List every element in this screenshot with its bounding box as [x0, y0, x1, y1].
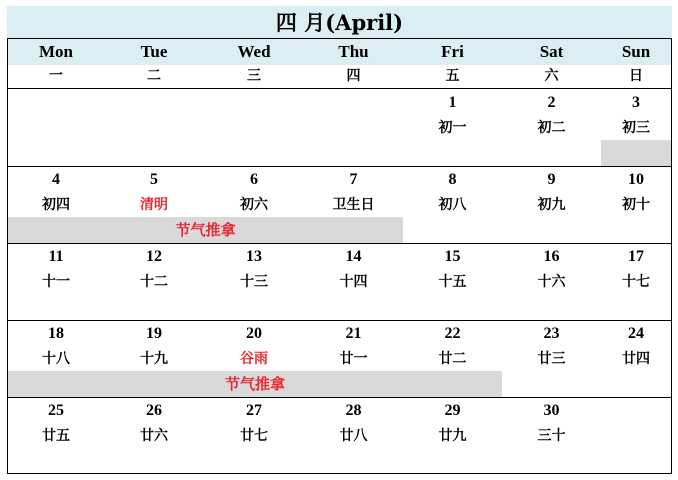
- lunar-date-label: 廿一: [339, 351, 368, 367]
- day-number: 30: [543, 402, 560, 419]
- lunar-date-label: 十一: [42, 274, 70, 290]
- month-calendar-grid: [7, 38, 672, 474]
- day-number: 1: [448, 94, 457, 111]
- weekday-cn-label-mon: 一: [49, 68, 63, 84]
- lunar-date-label: 初九: [537, 197, 566, 213]
- week-row: [8, 167, 671, 244]
- lunar-date-label: 初六: [240, 197, 268, 213]
- day-number: 22: [444, 325, 461, 342]
- day-number: 28: [345, 402, 362, 419]
- lunar-date-label: 三十: [537, 428, 566, 444]
- day-number: 12: [146, 248, 162, 265]
- weekday-label-wed: Wed: [237, 42, 271, 61]
- lunar-date-label: 廿四: [622, 351, 650, 367]
- weekday-cn-label-wed: 三: [247, 68, 261, 84]
- lunar-date-label: 廿三: [537, 351, 566, 367]
- lunar-date-label: 十四: [339, 274, 368, 290]
- lunar-date-label: 廿七: [240, 428, 268, 444]
- day-number: 4: [52, 171, 60, 188]
- lunar-date-label: 廿二: [438, 351, 467, 367]
- lunar-date-label: 初一: [438, 120, 467, 136]
- lunar-date-label: 初十: [622, 197, 650, 213]
- day-number: 8: [448, 171, 457, 188]
- event-band-label: 节气推拿: [224, 375, 285, 393]
- day-number: 3: [632, 94, 640, 111]
- day-number: 23: [543, 325, 560, 342]
- weekday-header: [8, 39, 671, 89]
- weekday-label-sat: Sat: [539, 42, 564, 61]
- lunar-date-label: 十三: [240, 274, 268, 290]
- day-number: 29: [444, 402, 461, 419]
- day-number: 25: [48, 402, 64, 419]
- lunar-date-label: 卫生日: [332, 197, 375, 213]
- lunar-date-label: 十六: [537, 274, 566, 290]
- event-band-label: 节气推拿: [175, 221, 236, 239]
- day-number: 18: [48, 325, 64, 342]
- lunar-date-label: 十二: [140, 274, 168, 290]
- weekday-cn-label-tue: 二: [147, 68, 161, 84]
- week-row: [8, 321, 671, 398]
- day-number: 10: [628, 171, 644, 188]
- lunar-date-label: 初八: [438, 197, 467, 213]
- day-number: 5: [150, 171, 158, 188]
- weekday-label-sun: Sun: [621, 42, 651, 61]
- day-number: 16: [543, 248, 560, 265]
- day-number: 21: [345, 325, 362, 342]
- day-number: 2: [547, 94, 556, 111]
- weekday-cn-label-sun: 日: [629, 68, 643, 84]
- weekday-label-tue: Tue: [140, 42, 168, 61]
- calendar-title: 四 月(April): [7, 6, 672, 38]
- lunar-date-label: 十五: [438, 274, 467, 290]
- week-row: [8, 244, 671, 321]
- lunar-date-label: 初三: [622, 120, 650, 136]
- weekday-cn-label-fri: 五: [445, 68, 460, 84]
- weekday-label-fri: Fri: [441, 42, 464, 61]
- solar-term-label: 谷雨: [240, 351, 268, 367]
- day-number: 17: [628, 248, 644, 265]
- weekday-label-thu: Thu: [338, 42, 369, 61]
- day-number: 26: [146, 402, 162, 419]
- day-number: 13: [246, 248, 262, 265]
- lunar-date-label: 初四: [42, 197, 70, 213]
- day-number: 15: [444, 248, 461, 265]
- day-number: 9: [547, 171, 556, 188]
- lunar-date-label: 廿五: [42, 428, 70, 444]
- weekday-label-mon: Mon: [39, 42, 73, 61]
- day-number: 11: [48, 248, 64, 265]
- lunar-date-label: 十九: [140, 351, 168, 367]
- day-number: 7: [349, 171, 358, 188]
- week-row: [8, 90, 671, 167]
- day-number: 14: [345, 248, 362, 265]
- event-band-empty: [601, 140, 671, 166]
- weekday-cn-label-thu: 四: [346, 68, 361, 84]
- lunar-date-label: 十七: [622, 274, 650, 290]
- day-number: 27: [246, 402, 262, 419]
- solar-term-label: 清明: [140, 197, 168, 213]
- lunar-date-label: 廿八: [339, 428, 368, 444]
- weekday-cn-label-sat: 六: [544, 68, 559, 84]
- day-number: 19: [146, 325, 162, 342]
- day-number: 6: [250, 171, 258, 188]
- lunar-date-label: 十八: [42, 351, 70, 367]
- week-row: [8, 398, 671, 475]
- lunar-date-label: 廿九: [438, 428, 467, 444]
- day-number: 24: [628, 325, 644, 342]
- lunar-date-label: 廿六: [140, 428, 168, 444]
- day-number: 20: [246, 325, 262, 342]
- lunar-date-label: 初二: [537, 120, 566, 136]
